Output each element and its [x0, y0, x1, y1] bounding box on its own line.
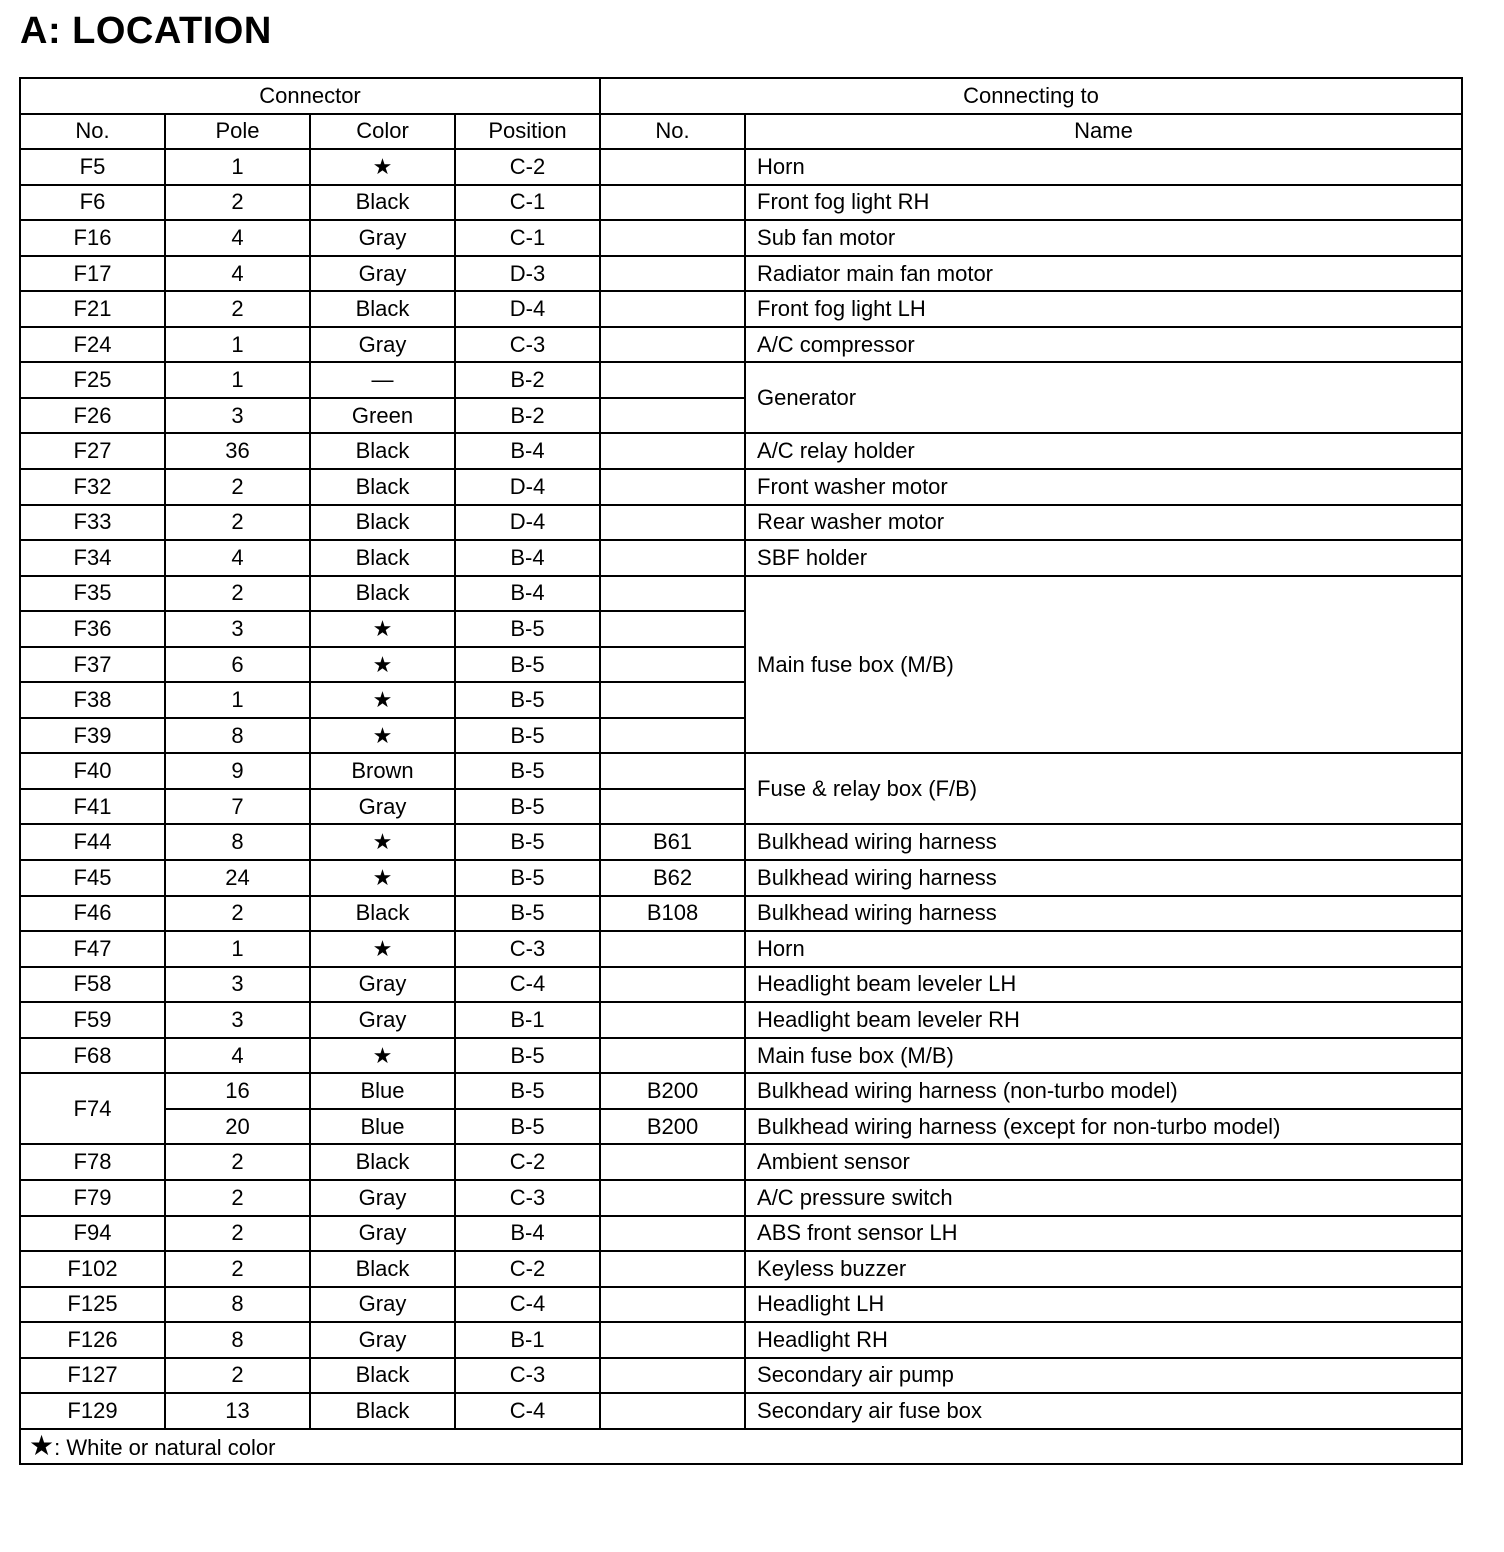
- table-row: [20, 1216, 1462, 1252]
- position-cell: C-2: [455, 149, 600, 185]
- connector-no-cell: F36: [20, 611, 165, 647]
- pole-cell: 8: [165, 1322, 310, 1358]
- connecting-name-cell: Keyless buzzer: [745, 1251, 1462, 1287]
- position-cell: B-4: [455, 576, 600, 612]
- connector-no-cell: F41: [20, 789, 165, 825]
- table-row: [20, 1358, 1462, 1394]
- connector-no-cell: F32: [20, 469, 165, 505]
- connecting-name-cell: Headlight LH: [745, 1287, 1462, 1323]
- connecting-name-cell: Headlight beam leveler LH: [745, 967, 1462, 1003]
- color-cell: ★: [310, 931, 455, 967]
- table-row: [20, 469, 1462, 505]
- connector-no-cell: F5: [20, 149, 165, 185]
- connecting-name-cell: Fuse & relay box (F/B): [745, 753, 1462, 824]
- position-cell: C-1: [455, 220, 600, 256]
- pole-cell: 20: [165, 1109, 310, 1145]
- connecting-name-cell: Front fog light LH: [745, 291, 1462, 327]
- pole-cell: 8: [165, 1287, 310, 1323]
- connecting-no-cell: [600, 220, 745, 256]
- connector-no-cell: F74: [20, 1073, 165, 1144]
- connector-no-cell: F46: [20, 896, 165, 932]
- color-cell: Black: [310, 576, 455, 612]
- connecting-no-cell: [600, 647, 745, 683]
- connector-no-cell: F6: [20, 185, 165, 221]
- pole-cell: 7: [165, 789, 310, 825]
- pole-cell: 1: [165, 327, 310, 363]
- color-cell: Black: [310, 185, 455, 221]
- pole-cell: 2: [165, 576, 310, 612]
- connector-no-cell: F79: [20, 1180, 165, 1216]
- color-cell: Gray: [310, 220, 455, 256]
- connecting-no-cell: [600, 433, 745, 469]
- color-cell: Black: [310, 469, 455, 505]
- connecting-name-cell: ABS front sensor LH: [745, 1216, 1462, 1252]
- header-position: Position: [455, 114, 600, 150]
- connecting-no-cell: [600, 1322, 745, 1358]
- position-cell: C-4: [455, 1393, 600, 1429]
- color-cell: Blue: [310, 1073, 455, 1109]
- connecting-no-cell: B200: [600, 1073, 745, 1109]
- table-row: [20, 291, 1462, 327]
- connecting-no-cell: [600, 1002, 745, 1038]
- table-row: [20, 1109, 1462, 1145]
- color-cell: Black: [310, 433, 455, 469]
- pole-cell: 8: [165, 824, 310, 860]
- connecting-no-cell: [600, 1287, 745, 1323]
- star-icon: ★: [29, 1430, 55, 1462]
- table-row: [20, 1144, 1462, 1180]
- table-row: [20, 327, 1462, 363]
- color-cell: ★: [310, 1038, 455, 1074]
- pole-cell: 36: [165, 433, 310, 469]
- table-row: [20, 824, 1462, 860]
- pole-cell: 4: [165, 256, 310, 292]
- color-cell: Brown: [310, 753, 455, 789]
- connecting-no-cell: [600, 753, 745, 789]
- connecting-no-cell: [600, 362, 745, 398]
- connecting-no-cell: [600, 718, 745, 754]
- color-cell: ★: [310, 860, 455, 896]
- position-cell: B-5: [455, 753, 600, 789]
- table-row: [20, 1002, 1462, 1038]
- connector-no-cell: F17: [20, 256, 165, 292]
- position-cell: B-5: [455, 860, 600, 896]
- position-cell: D-3: [455, 256, 600, 292]
- table-row: [20, 860, 1462, 896]
- pole-cell: 1: [165, 931, 310, 967]
- table-row: [20, 1180, 1462, 1216]
- position-cell: C-3: [455, 327, 600, 363]
- position-cell: C-3: [455, 1358, 600, 1394]
- position-cell: B-5: [455, 824, 600, 860]
- color-cell: Black: [310, 896, 455, 932]
- connecting-no-cell: [600, 291, 745, 327]
- table-row: [20, 1287, 1462, 1323]
- table-row: [20, 576, 1462, 612]
- connecting-no-cell: [600, 256, 745, 292]
- color-cell: Green: [310, 398, 455, 434]
- connector-no-cell: F129: [20, 1393, 165, 1429]
- connecting-name-cell: Headlight beam leveler RH: [745, 1002, 1462, 1038]
- connector-no-cell: F16: [20, 220, 165, 256]
- position-cell: C-3: [455, 931, 600, 967]
- table-row: [20, 967, 1462, 1003]
- pole-cell: 2: [165, 505, 310, 541]
- connecting-no-cell: B61: [600, 824, 745, 860]
- connector-no-cell: F44: [20, 824, 165, 860]
- color-cell: Black: [310, 540, 455, 576]
- position-cell: D-4: [455, 505, 600, 541]
- connector-no-cell: F59: [20, 1002, 165, 1038]
- color-cell: —: [310, 362, 455, 398]
- position-cell: C-2: [455, 1251, 600, 1287]
- page-title: A: LOCATION: [20, 10, 272, 52]
- table-row: [20, 753, 1462, 789]
- table-row: [20, 362, 1462, 398]
- color-cell: Gray: [310, 967, 455, 1003]
- connector-no-cell: F39: [20, 718, 165, 754]
- color-cell: ★: [310, 824, 455, 860]
- connecting-name-cell: Radiator main fan motor: [745, 256, 1462, 292]
- connector-no-cell: F58: [20, 967, 165, 1003]
- connecting-no-cell: [600, 398, 745, 434]
- pole-cell: 2: [165, 896, 310, 932]
- pole-cell: 8: [165, 718, 310, 754]
- connecting-no-cell: [600, 931, 745, 967]
- connecting-name-cell: Ambient sensor: [745, 1144, 1462, 1180]
- color-cell: Gray: [310, 789, 455, 825]
- position-cell: B-5: [455, 611, 600, 647]
- pole-cell: 1: [165, 362, 310, 398]
- connecting-no-cell: [600, 682, 745, 718]
- pole-cell: 2: [165, 1358, 310, 1394]
- connecting-no-cell: [600, 967, 745, 1003]
- table-row: [20, 1251, 1462, 1287]
- position-cell: B-2: [455, 398, 600, 434]
- connecting-name-cell: Secondary air fuse box: [745, 1393, 1462, 1429]
- color-cell: Gray: [310, 1216, 455, 1252]
- connector-no-cell: F21: [20, 291, 165, 327]
- pole-cell: 13: [165, 1393, 310, 1429]
- position-cell: C-4: [455, 967, 600, 1003]
- pole-cell: 4: [165, 540, 310, 576]
- connecting-no-cell: B108: [600, 896, 745, 932]
- pole-cell: 2: [165, 1216, 310, 1252]
- color-cell: Gray: [310, 1180, 455, 1216]
- pole-cell: 2: [165, 291, 310, 327]
- connector-no-cell: F33: [20, 505, 165, 541]
- connecting-name-cell: Generator: [745, 362, 1462, 433]
- table-row: [20, 1393, 1462, 1429]
- connecting-name-cell: Bulkhead wiring harness (non-turbo model): [745, 1073, 1462, 1109]
- color-cell: ★: [310, 718, 455, 754]
- connector-no-cell: F78: [20, 1144, 165, 1180]
- connecting-no-cell: [600, 1251, 745, 1287]
- color-cell: Black: [310, 1251, 455, 1287]
- color-cell: Black: [310, 291, 455, 327]
- connecting-name-cell: Horn: [745, 149, 1462, 185]
- header-connector: Connector: [20, 78, 600, 114]
- connecting-name-cell: Bulkhead wiring harness: [745, 896, 1462, 932]
- table-row: [20, 220, 1462, 256]
- connecting-no-cell: [600, 611, 745, 647]
- position-cell: C-3: [455, 1180, 600, 1216]
- table-row: [20, 185, 1462, 221]
- pole-cell: 4: [165, 220, 310, 256]
- position-cell: C-2: [455, 1144, 600, 1180]
- connector-no-cell: F68: [20, 1038, 165, 1074]
- connector-no-cell: F37: [20, 647, 165, 683]
- color-cell: ★: [310, 611, 455, 647]
- position-cell: B-5: [455, 1109, 600, 1145]
- connector-location-table: [19, 77, 1463, 1465]
- table-row: [20, 1322, 1462, 1358]
- pole-cell: 2: [165, 1144, 310, 1180]
- connecting-no-cell: B62: [600, 860, 745, 896]
- connector-no-cell: F38: [20, 682, 165, 718]
- table-row: [20, 149, 1462, 185]
- position-cell: B-5: [455, 682, 600, 718]
- connecting-name-cell: Headlight RH: [745, 1322, 1462, 1358]
- position-cell: B-1: [455, 1322, 600, 1358]
- connector-no-cell: F94: [20, 1216, 165, 1252]
- table-row: [20, 540, 1462, 576]
- color-cell: Gray: [310, 1322, 455, 1358]
- position-cell: B-5: [455, 1073, 600, 1109]
- connector-no-cell: F25: [20, 362, 165, 398]
- pole-cell: 2: [165, 1180, 310, 1216]
- position-cell: D-4: [455, 469, 600, 505]
- connecting-name-cell: Secondary air pump: [745, 1358, 1462, 1394]
- position-cell: B-5: [455, 789, 600, 825]
- color-cell: Gray: [310, 1002, 455, 1038]
- connecting-no-cell: [600, 540, 745, 576]
- color-cell: ★: [310, 149, 455, 185]
- color-cell: Gray: [310, 327, 455, 363]
- position-cell: C-1: [455, 185, 600, 221]
- connector-no-cell: F34: [20, 540, 165, 576]
- connecting-no-cell: [600, 1393, 745, 1429]
- connecting-no-cell: [600, 1144, 745, 1180]
- position-cell: B-4: [455, 540, 600, 576]
- connecting-no-cell: [600, 1038, 745, 1074]
- connecting-no-cell: [600, 505, 745, 541]
- color-cell: Black: [310, 505, 455, 541]
- connecting-no-cell: B200: [600, 1109, 745, 1145]
- connector-no-cell: F126: [20, 1322, 165, 1358]
- header-connecting-no: No.: [600, 114, 745, 150]
- connecting-no-cell: [600, 1180, 745, 1216]
- pole-cell: 16: [165, 1073, 310, 1109]
- connecting-name-cell: Rear washer motor: [745, 505, 1462, 541]
- header-pole: Pole: [165, 114, 310, 150]
- header-no: No.: [20, 114, 165, 150]
- connecting-name-cell: A/C pressure switch: [745, 1180, 1462, 1216]
- connector-no-cell: F47: [20, 931, 165, 967]
- pole-cell: 2: [165, 185, 310, 221]
- table-row: [20, 433, 1462, 469]
- connector-no-cell: F125: [20, 1287, 165, 1323]
- connector-no-cell: F102: [20, 1251, 165, 1287]
- legend: [20, 1429, 1462, 1465]
- position-cell: B-5: [455, 1038, 600, 1074]
- color-cell: ★: [310, 647, 455, 683]
- connector-no-cell: F26: [20, 398, 165, 434]
- connector-no-cell: F35: [20, 576, 165, 612]
- table-row: [20, 1073, 1462, 1109]
- pole-cell: 24: [165, 860, 310, 896]
- connecting-name-cell: Bulkhead wiring harness: [745, 824, 1462, 860]
- color-cell: ★: [310, 682, 455, 718]
- position-cell: B-5: [455, 647, 600, 683]
- table-row: [20, 505, 1462, 541]
- color-cell: Black: [310, 1144, 455, 1180]
- pole-cell: 3: [165, 967, 310, 1003]
- connecting-name-cell: Horn: [745, 931, 1462, 967]
- header-name: Name: [745, 114, 1462, 150]
- pole-cell: 1: [165, 149, 310, 185]
- position-cell: B-5: [455, 896, 600, 932]
- table-row: [20, 256, 1462, 292]
- pole-cell: 9: [165, 753, 310, 789]
- position-cell: B-4: [455, 1216, 600, 1252]
- connecting-name-cell: Main fuse box (M/B): [745, 1038, 1462, 1074]
- connecting-name-cell: Main fuse box (M/B): [745, 576, 1462, 754]
- color-cell: Blue: [310, 1109, 455, 1145]
- color-cell: Black: [310, 1393, 455, 1429]
- connector-no-cell: F27: [20, 433, 165, 469]
- table-row: [20, 896, 1462, 932]
- position-cell: C-4: [455, 1287, 600, 1323]
- position-cell: B-5: [455, 718, 600, 754]
- connecting-name-cell: Front fog light RH: [745, 185, 1462, 221]
- pole-cell: 6: [165, 647, 310, 683]
- color-cell: Gray: [310, 256, 455, 292]
- color-cell: Gray: [310, 1287, 455, 1323]
- pole-cell: 2: [165, 1251, 310, 1287]
- header-connecting-to: Connecting to: [600, 78, 1462, 114]
- pole-cell: 3: [165, 611, 310, 647]
- connector-no-cell: F127: [20, 1358, 165, 1394]
- pole-cell: 3: [165, 1002, 310, 1038]
- pole-cell: 3: [165, 398, 310, 434]
- connecting-name-cell: Bulkhead wiring harness: [745, 860, 1462, 896]
- connecting-name-cell: A/C relay holder: [745, 433, 1462, 469]
- connecting-no-cell: [600, 1358, 745, 1394]
- connecting-no-cell: [600, 576, 745, 612]
- header-color: Color: [310, 114, 455, 150]
- table-row: [20, 1038, 1462, 1074]
- color-cell: Black: [310, 1358, 455, 1394]
- connecting-name-cell: SBF holder: [745, 540, 1462, 576]
- legend-text: : White or natural color: [54, 1435, 276, 1461]
- pole-cell: 4: [165, 1038, 310, 1074]
- connecting-no-cell: [600, 185, 745, 221]
- connecting-no-cell: [600, 1216, 745, 1252]
- position-cell: D-4: [455, 291, 600, 327]
- connecting-no-cell: [600, 789, 745, 825]
- connecting-name-cell: A/C compressor: [745, 327, 1462, 363]
- connecting-name-cell: Front washer motor: [745, 469, 1462, 505]
- position-cell: B-4: [455, 433, 600, 469]
- table-row: [20, 931, 1462, 967]
- connector-no-cell: F40: [20, 753, 165, 789]
- connector-no-cell: F45: [20, 860, 165, 896]
- connector-no-cell: F24: [20, 327, 165, 363]
- connecting-no-cell: [600, 469, 745, 505]
- pole-cell: 1: [165, 682, 310, 718]
- position-cell: B-2: [455, 362, 600, 398]
- connecting-name-cell: Sub fan motor: [745, 220, 1462, 256]
- position-cell: B-1: [455, 1002, 600, 1038]
- connecting-name-cell: Bulkhead wiring harness (except for non-turbo model): [745, 1109, 1462, 1145]
- connecting-no-cell: [600, 149, 745, 185]
- pole-cell: 2: [165, 469, 310, 505]
- connecting-no-cell: [600, 327, 745, 363]
